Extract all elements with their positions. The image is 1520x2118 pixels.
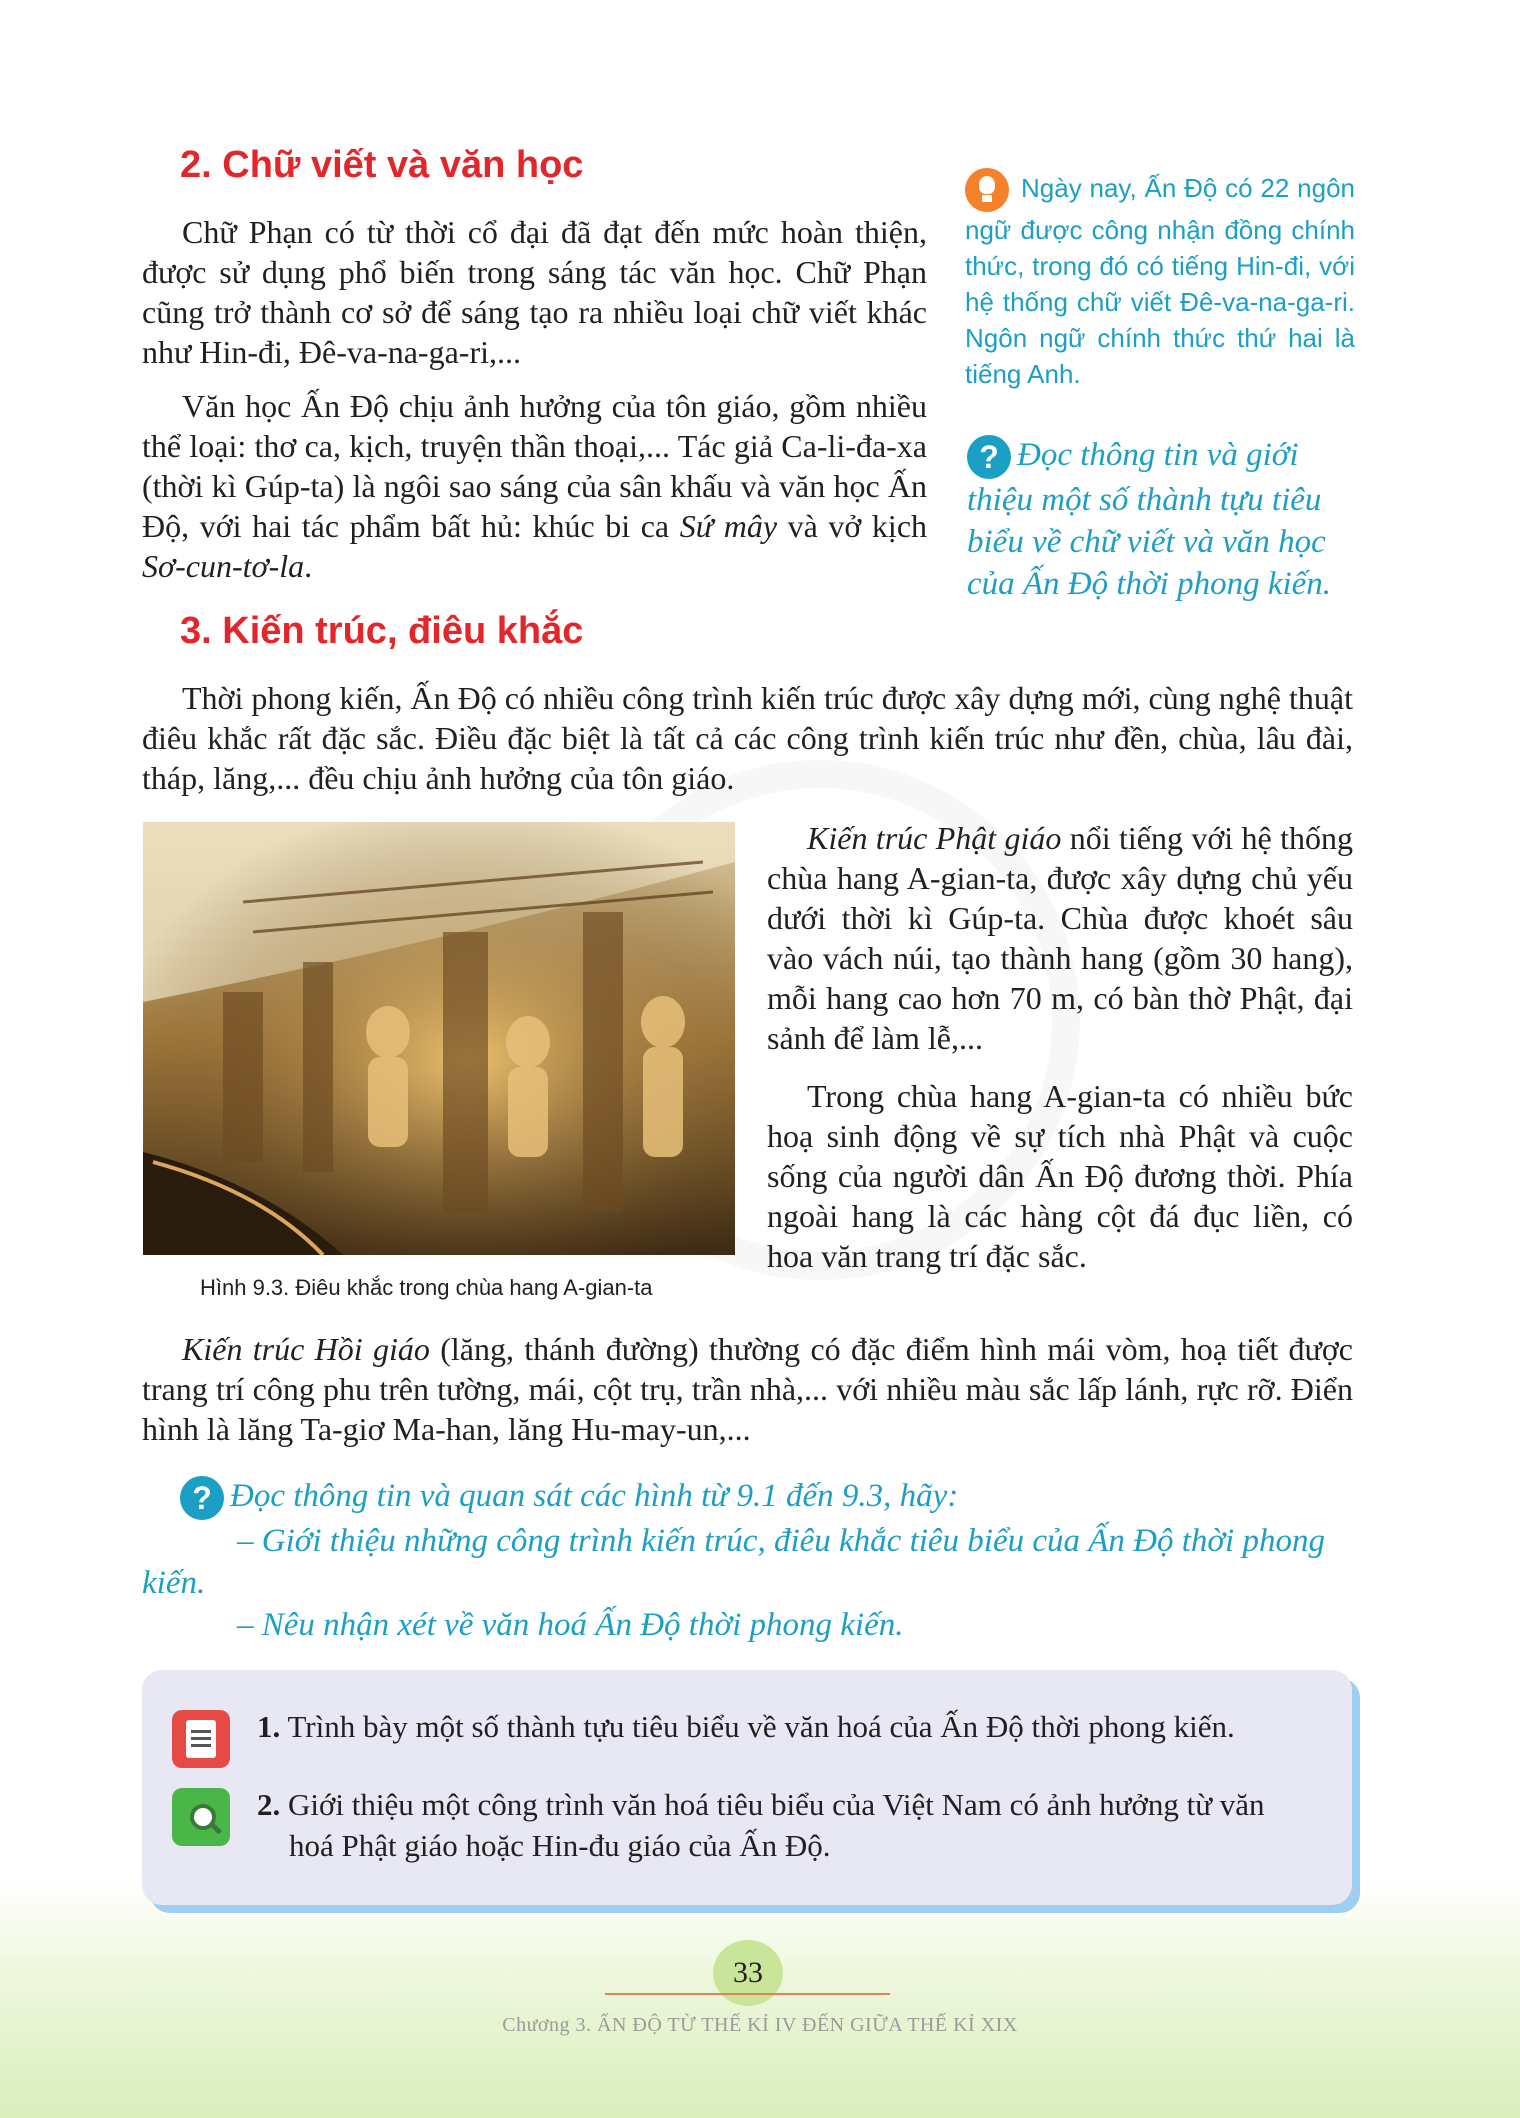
text-islamic-architecture: (lăng, thánh đường) thường có đặc điểm hình mái vòm, hoạ tiết được trang trí công phu trên tường, mái, cột trụ, trần nhà,... với nhiều màu sắc lấp lánh, rực rỡ. Điển hình là lăng Ta-giơ Ma-han, lăng Hu-may-un,... bbox=[142, 1331, 1354, 1447]
question2-intro: Đọc thông tin và quan sát các hình từ 9.1 đến 9.3, hãy: bbox=[230, 1478, 959, 1514]
page-number: 33 bbox=[713, 1940, 783, 2006]
paragraph-ajanta-paintings: Trong chùa hang A-gian-ta có nhiều bức hoạ sinh động về sự tích nhà Phật và cuộc sống của người dân Ấn Độ đương thời. Phía ngoài hang là các hàng cột đá đục liền, có hoa văn trang trí đặc sắc. bbox=[767, 1078, 1353, 1274]
paragraph-buddhist-architecture bbox=[767, 818, 1353, 1058]
exercise-text-2: Giới thiệu một công trình văn hoá tiêu biểu của Việt Nam có ảnh hưởng từ văn hoá Phật giáo hoặc Hin-đu giáo của Ấn Độ. bbox=[288, 1787, 1265, 1863]
ajanta-cave-illustration bbox=[143, 822, 735, 1255]
text-literature-mid: và vở kịch bbox=[777, 508, 928, 544]
exercise-number-1: 1. bbox=[257, 1709, 281, 1744]
work-title-so-cun-to-la: Sơ-cun-tơ-la bbox=[142, 548, 305, 584]
text-buddhist-architecture: nổi tiếng với hệ thống chùa hang A-gian-ta, được xây dựng chủ yếu dưới thời kì Gúp-ta. Chùa được khoét sâu vào vách núi, tạo thành hang (gồm 30 hang), mỗi hang cao hơn 70 m, có bàn thờ Phật, đại sảnh để làm lễ,... bbox=[767, 820, 1354, 1056]
question-icon: ? bbox=[967, 435, 1011, 479]
exercise-item-2 bbox=[257, 1784, 1317, 1866]
term-islamic-architecture: Kiến trúc Hồi giáo bbox=[182, 1331, 430, 1367]
exercise-number-2: 2. bbox=[257, 1787, 281, 1822]
text-literature-end: . bbox=[304, 548, 313, 584]
section-heading-writing-literature: 2. Chữ viết và văn học bbox=[180, 144, 584, 186]
question-architecture bbox=[142, 1475, 1355, 1646]
exercise-item-1 bbox=[257, 1706, 1317, 1747]
paragraph-sanskrit: Chữ Phạn có từ thời cổ đại đã đạt đến mức hoàn thiện, được sử dụng phổ biến trong sáng tác văn học. Chữ Phạn cũng trở thành cơ sở để sáng tạo ra nhiều loại chữ viết khác như Hin-đi, Đê-va-na-ga-ri,... bbox=[142, 214, 927, 370]
section-heading-architecture: 3. Kiến trúc, điêu khắc bbox=[180, 610, 584, 652]
question2-item1: – Giới thiệu những công trình kiến trúc, điêu khắc tiêu biểu của Ấn Độ thời phong kiến. bbox=[142, 1523, 1325, 1602]
clipboard-icon bbox=[172, 1710, 230, 1768]
paragraph-islamic-architecture bbox=[142, 1329, 1353, 1449]
figure-caption: Hình 9.3. Điêu khắc trong chùa hang A-gian-ta bbox=[200, 1275, 653, 1300]
ajanta-cave-photo bbox=[143, 822, 735, 1255]
question-writing-literature bbox=[967, 434, 1357, 605]
side-note-text: Ngày nay, Ấn Độ có 22 ngôn ngữ được công nhận đồng chính thức, trong đó có tiếng Hin-đi, với hệ thống chữ viết Đê-va-na-ga-ri. Ngôn ngữ chính thức thứ hai là tiếng Anh. bbox=[965, 172, 1355, 389]
footer-divider bbox=[605, 1993, 890, 1995]
paragraph-architecture-intro: Thời phong kiến, Ấn Độ có nhiều công trình kiến trúc được xây dựng mới, cùng nghệ thuật điêu khắc rất đặc sắc. Điều đặc biệt là tất cả các công trình kiến trúc như đền, chùa, lâu đài, tháp, lăng,... đều chịu ảnh hưởng của tôn giáo. bbox=[142, 680, 1353, 796]
work-title-su-may: Sứ mây bbox=[679, 508, 778, 544]
question2-intro-line bbox=[142, 1475, 1355, 1520]
term-buddhist-architecture: Kiến trúc Phật giáo bbox=[807, 820, 1062, 856]
question2-item2: – Nêu nhận xét về văn hoá Ấn Độ thời phong kiến. bbox=[237, 1607, 904, 1644]
paragraph-literature bbox=[142, 386, 927, 586]
exercise-box bbox=[142, 1670, 1352, 1905]
lightbulb-icon bbox=[965, 168, 1009, 212]
magnifier-icon bbox=[172, 1788, 230, 1846]
text-literature-start: Văn học Ấn Độ chịu ảnh hưởng của tôn giáo, gồm nhiều thể loại: thơ ca, kịch, truyện thần thoại,... Tác giả Ca-li-đa-xa (thời kì Gúp-ta) là ngôi sao sáng của sân khấu và văn học Ấn Độ, với hai tác phẩm bất hủ: khúc bi ca bbox=[142, 388, 927, 544]
chapter-title-footer: Chương 3. ẤN ĐỘ TỪ THẾ KỈ IV ĐẾN GIỮA THẾ KỈ XIX bbox=[502, 2014, 1018, 2036]
side-note-languages bbox=[965, 168, 1355, 392]
exercise-text-1: Trình bày một số thành tựu tiêu biểu về văn hoá của Ấn Độ thời phong kiến. bbox=[287, 1709, 1235, 1744]
question-icon: ? bbox=[180, 1476, 224, 1520]
question1-text: Đọc thông tin và giới thiệu một số thành tựu tiêu biểu về chữ viết và văn học của Ấn Độ thời phong kiến. bbox=[967, 437, 1332, 603]
